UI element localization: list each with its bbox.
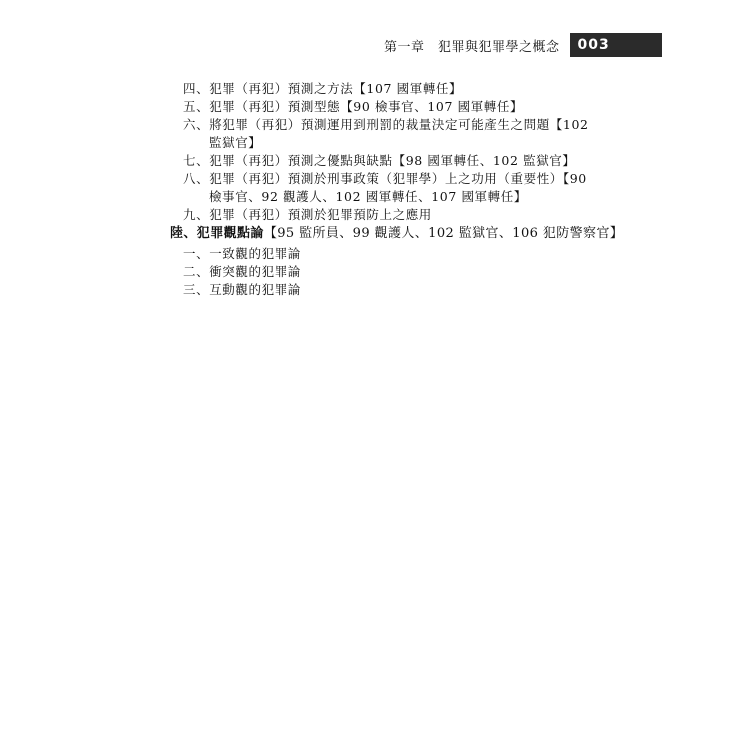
section-title: 陸、犯罪觀點論 — [170, 226, 264, 241]
outline-item-5: 五、犯罪（再犯）預測型態【90 檢事官、107 國軍轉任】 — [183, 99, 524, 114]
section-heading — [170, 225, 623, 243]
outline-item-6-continued: 監獄官】 — [209, 135, 262, 150]
sub-item-1: 一、一致觀的犯罪論 — [183, 246, 301, 261]
outline-item-8: 八、犯罪（再犯）預測於刑事政策（犯罪學）上之功用（重要性）【90 — [183, 171, 587, 186]
outline-item-9: 九、犯罪（再犯）預測於犯罪預防上之應用 — [183, 207, 432, 222]
outline-item-6: 六、將犯罪（再犯）預測運用到刑罰的裁量決定可能產生之問題【102 — [183, 117, 589, 132]
page-number: 003 — [570, 33, 662, 57]
outline-item-4: 四、犯罪（再犯）預測之方法【107 國軍轉任】 — [183, 81, 463, 96]
chapter-title: 第一章 犯罪與犯罪學之概念 — [384, 39, 560, 55]
sub-item-3: 三、互動觀的犯罪論 — [183, 282, 301, 297]
page-header — [384, 33, 662, 57]
outline-item-8-continued: 檢事官、92 觀護人、102 國軍轉任、107 國軍轉任】 — [209, 189, 527, 204]
sub-item-2: 二、衝突觀的犯罪論 — [183, 264, 301, 279]
section-note: 【95 監所員、99 觀護人、102 監獄官、106 犯防警察官】 — [263, 226, 624, 241]
outline-item-7: 七、犯罪（再犯）預測之優點與缺點【98 國軍轉任、102 監獄官】 — [183, 153, 576, 168]
